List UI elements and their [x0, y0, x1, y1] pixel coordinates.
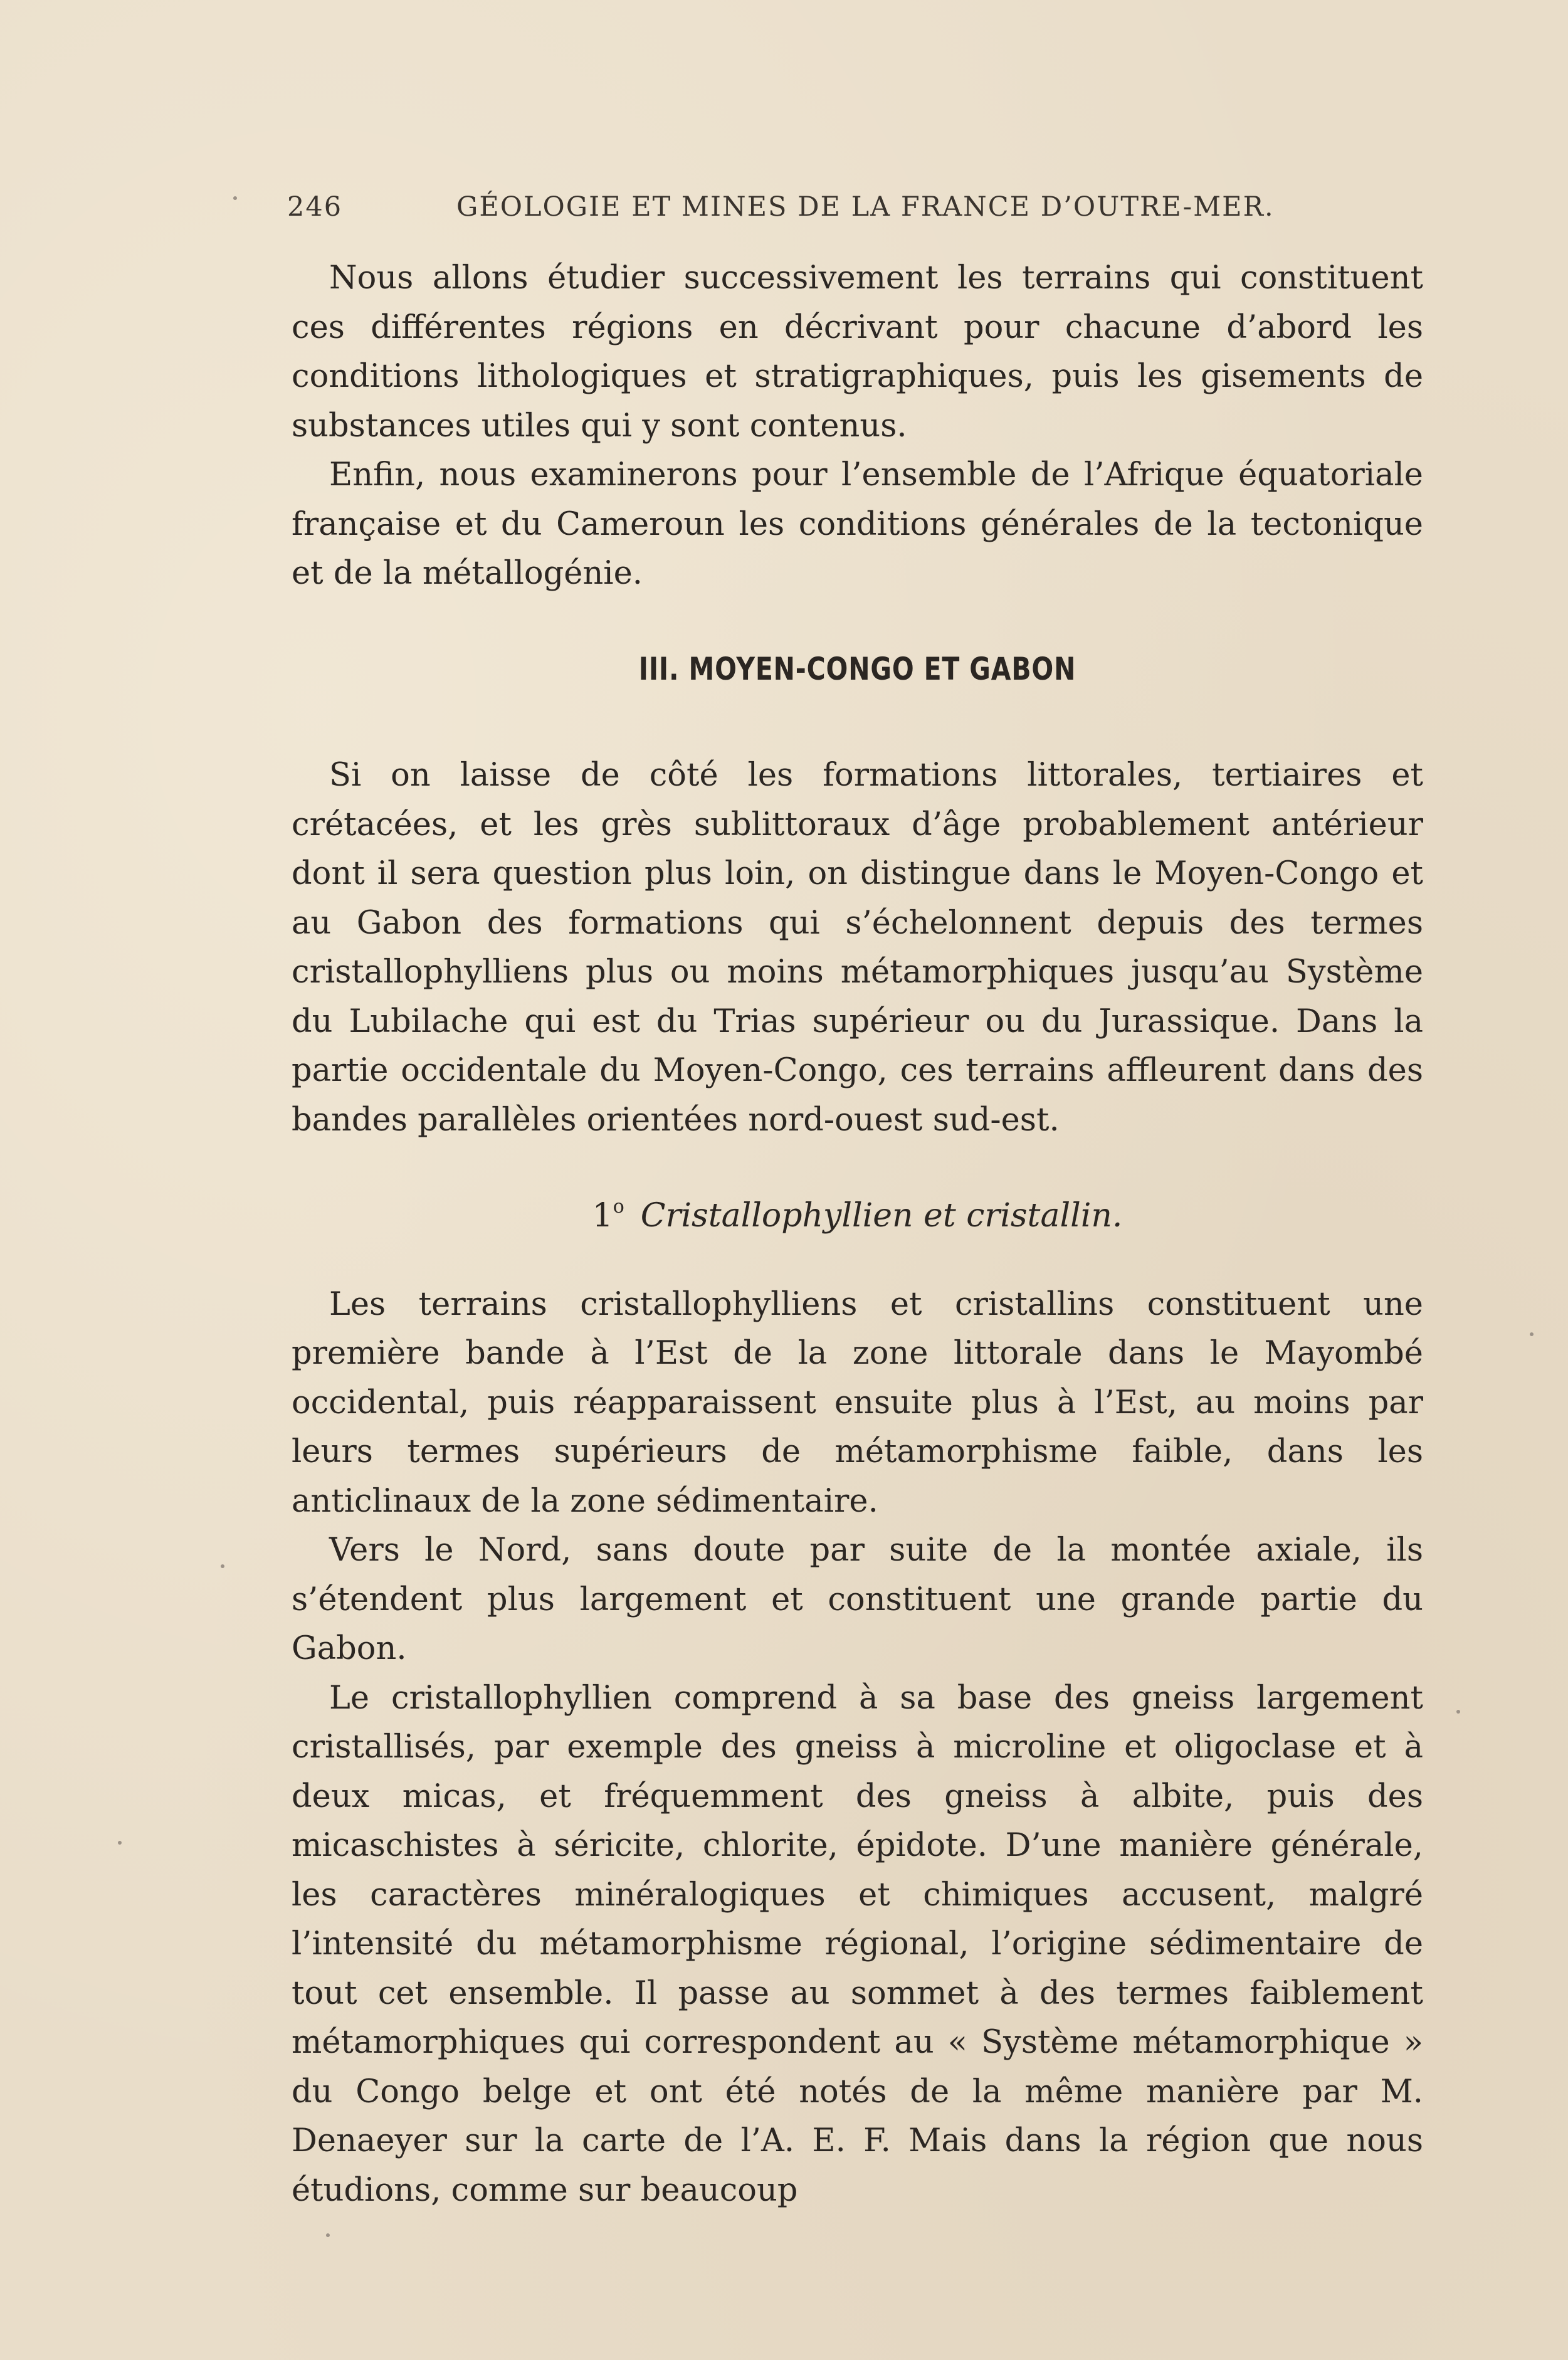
paper-speck: [326, 2233, 330, 2237]
paper-speck: [233, 196, 237, 200]
running-title: GÉOLOGIE ET MINES DE LA FRANCE D’OUTRE-MER.: [456, 191, 1275, 223]
paragraph: Vers le Nord, sans doute par suite de la montée axiale, ils s’étendent plus largement et constituent une grande partie du Gabon.: [292, 1532, 1423, 1667]
paragraph: Le cristallophyllien comprend à sa base des gneiss largement cristallisés, par exemple des gneiss à microline et oligoclase et à deux micas, et fréquemment des gneiss à albite, puis des micaschistes à séricite, chlorite, épidote. D’une manière générale, les caractères minéralogiques et chimiques accusent, malgré l’intensité du métamorphisme régional, l’origine sédimentaire de tout cet ensemble. Il passe au sommet à des termes faiblement métamorphiques qui correspondent au « Système métamorphique » du Congo belge et ont été notés de la même manière par M. Denaeyer sur la carte de l’A. E. F. Mais dans la région que nous étudions, comme sur beaucoup: [292, 1679, 1423, 2209]
paragraph: Si on laisse de côté les formations littorales, tertiaires et crétacées, et les grès sublittoraux d’âge probablement antérieur dont il sera question plus loin, on distingue dans le Moyen-Congo et au Gabon des formations qui s’échelonnent depuis des termes cristallophylliens plus ou moins métamorphiques jusqu’au Système du Lubilache qui est du Trias supérieur ou du Jurassique. Dans la partie occidentale du Moyen-Congo, ces terrains affleurent dans des bandes parallèles orientées nord-ouest sud-est.: [292, 757, 1423, 1139]
paragraph: Enfin, nous examinerons pour l’ensemble de l’Afrique équatoriale française et du Cameroun les conditions générales de la tectonique et de la métallogénie.: [292, 456, 1423, 592]
subsection-title: Cristallophyllien et cristallin.: [640, 1197, 1123, 1235]
section-heading: III. MOYEN-CONGO ET GABON: [638, 650, 1076, 687]
paper-speck: [221, 1564, 224, 1568]
subsection-number: 1: [592, 1197, 613, 1235]
page-number: 246: [287, 191, 343, 223]
paragraph: Nous allons étudier successivement les terrains qui constituent ces différentes régions en décrivant pour chacune d’abord les conditions lithologiques et stratigraphiques, puis les gisements de substances utiles qui y sont contenus.: [292, 260, 1423, 445]
subsection-number-sup: o: [613, 1196, 624, 1218]
paragraph: Les terrains cristallophylliens et cristallins constituent une première bande à l’Est de la zone littorale dans le Mayombé occidental, puis réapparaissent ensuite plus à l’Est, au moins par leurs termes supérieurs de métamorphisme faible, dans les anticlinaux de la zone sédimentaire.: [292, 1285, 1423, 1520]
subsection-heading: [292, 1183, 1423, 1241]
paper-speck: [1456, 1710, 1460, 1714]
body-text: [292, 254, 1423, 2215]
running-head: [287, 191, 1300, 235]
paper-speck: [118, 1841, 122, 1845]
paper-speck: [1530, 1332, 1534, 1336]
